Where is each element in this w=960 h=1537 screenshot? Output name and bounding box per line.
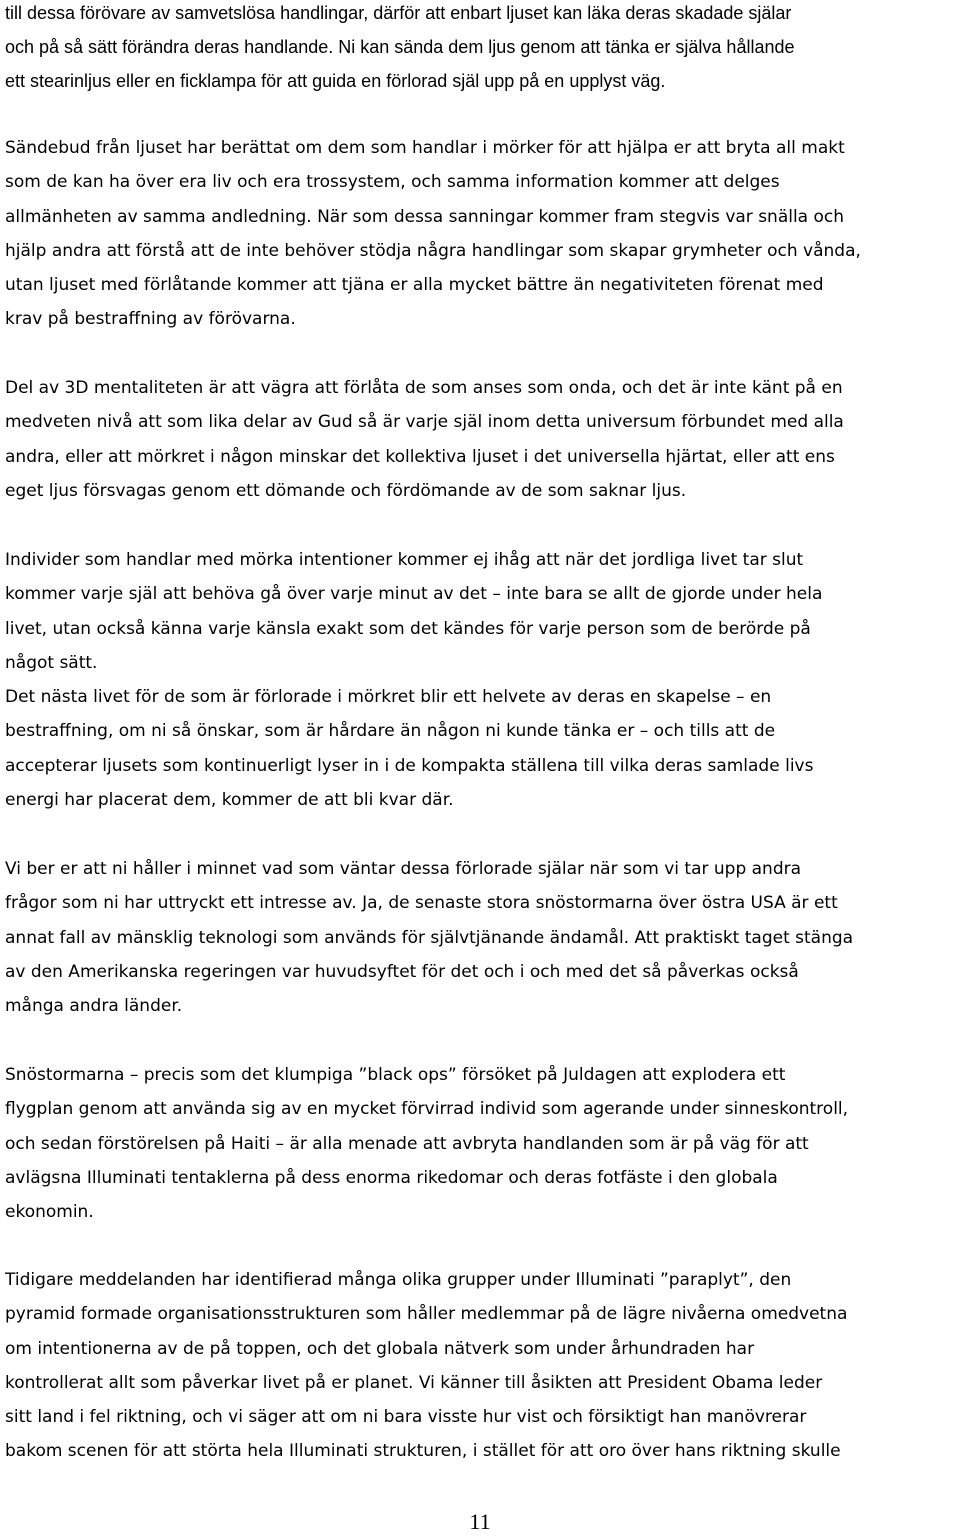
- text-line: Tidigare meddelanden har identifierad många olika grupper under Illuminati ”paraplyt”, den: [5, 1270, 792, 1290]
- text-line: Snöstormarna – precis som det klumpiga ”black ops” försöket på Juldagen att explodera ett: [5, 1065, 786, 1085]
- text-line: och sedan förstörelsen på Haiti – är alla menade att avbryta handlanden som är på väg för att: [5, 1133, 809, 1154]
- text-line: många andra länder.: [5, 996, 183, 1017]
- text-line: ett stearinljus eller en ficklampa för att guida en förlorad själ upp på en upplyst väg.: [5, 71, 666, 91]
- text-line: och på så sätt förändra deras handlande. Ni kan sända dem ljus genom att tänka er själva hållande: [5, 37, 795, 57]
- paragraph-1: [5, 0, 955, 98]
- text-line: Sändebud från ljuset har berättat om dem som handlar i mörker för att hjälpa er att bryta all makt: [5, 138, 845, 158]
- text-line: andra, eller att mörkret i någon minskar det kollektiva ljuset i det universella hjärtat, eller att ens: [5, 446, 835, 467]
- text-line: sitt land i fel riktning, och vi säger att om ni bara visste hur vist och försiktigt han manövrerar: [5, 1407, 807, 1428]
- text-line: Del av 3D mentaliteten är att vägra att förlåta de som anses som onda, och det är inte känt på en: [5, 378, 843, 398]
- paragraph-2: [5, 131, 955, 337]
- text-line: pyramid formade organisationsstrukturen som håller medlemmar på de lägre nivåerna omedvetna: [5, 1304, 848, 1325]
- paragraph-7: [5, 1058, 955, 1229]
- text-line: kommer varje själ att behöva gå över varje minut av det – inte bara se allt de gjorde under hela: [5, 584, 823, 605]
- text-line: av den Amerikanska regeringen var huvudsyftet för det och i och med det så påverkas också: [5, 961, 799, 982]
- paragraph-3: [5, 371, 955, 508]
- text-line: livet, utan också känna varje känsla exakt som det kändes för varje person som de berörde på: [5, 618, 811, 639]
- paragraph-5: [5, 680, 955, 817]
- text-line: som de kan ha över era liv och era trossystem, och samma information kommer att delges: [5, 172, 780, 193]
- text-line: hjälp andra att förstå att de inte behöver stödja några handlingar som skapar grymheter och vånda,: [5, 240, 861, 261]
- text-line: accepterar ljusets som kontinuerligt lyser in i de kompakta ställena till vilka deras samlade livs: [5, 755, 814, 776]
- paragraph-4: [5, 543, 955, 680]
- text-line: ekonomin.: [5, 1202, 94, 1223]
- text-line: bakom scenen för att störta hela Illuminati strukturen, i stället för att oro över hans riktning skulle: [5, 1441, 841, 1462]
- text-line: allmänheten av samma andledning. När som dessa sanningar kommer fram stegvis var snälla och: [5, 206, 845, 227]
- paragraph-6: [5, 852, 955, 1023]
- text-line: kontrollerat allt som påverkar livet på er planet. Vi känner till åsikten att President Obama leder: [5, 1372, 823, 1393]
- text-line: något sätt.: [5, 652, 98, 673]
- text-line: flygplan genom att använda sig av en mycket förvirrad individ som agerande under sinneskontroll,: [5, 1099, 849, 1120]
- paragraph-8: [5, 1263, 955, 1469]
- text-line: avlägsna Illuminati tentaklerna på dess enorma rikedomar och deras fotfäste i den globala: [5, 1167, 778, 1188]
- text-line: frågor som ni har uttryckt ett intresse av. Ja, de senaste stora snöstormarna över östra USA är ett: [5, 893, 838, 914]
- text-line: medveten nivå att som lika delar av Gud så är varje själ inom detta universum förbundet med alla: [5, 412, 844, 433]
- text-line: Vi ber er att ni håller i minnet vad som väntar dessa förlorade själar när som vi tar upp andra: [5, 859, 802, 879]
- text-line: bestraffning, om ni så önskar, som är hårdare än någon ni kunde tänka er – och tills att de: [5, 721, 776, 742]
- text-line: energi har placerat dem, kommer de att bli kvar där.: [5, 789, 454, 810]
- text-line: Det nästa livet för de som är förlorade i mörkret blir ett helvete av deras en skapelse – en: [5, 687, 772, 707]
- page-number: 11: [469, 1509, 491, 1534]
- text-line: till dessa förövare av samvetslösa handlingar, därför att enbart ljuset kan läka deras skadade själar: [5, 3, 792, 23]
- text-line: eget ljus försvagas genom ett dömande och fördömande av de som saknar ljus.: [5, 480, 687, 501]
- text-line: utan ljuset med förlåtande kommer att tjäna er alla mycket bättre än negativiteten förenat med: [5, 275, 824, 296]
- text-line: Individer som handlar med mörka intentioner kommer ej ihåg att när det jordliga livet tar slut: [5, 550, 804, 570]
- text-line: krav på bestraffning av förövarna.: [5, 309, 296, 330]
- text-line: annat fall av mänsklig teknologi som används för självtjänande ändamål. Att praktiskt taget stänga: [5, 927, 854, 948]
- text-line: om intentionerna av de på toppen, och det globala nätverk som under århundraden har: [5, 1338, 755, 1359]
